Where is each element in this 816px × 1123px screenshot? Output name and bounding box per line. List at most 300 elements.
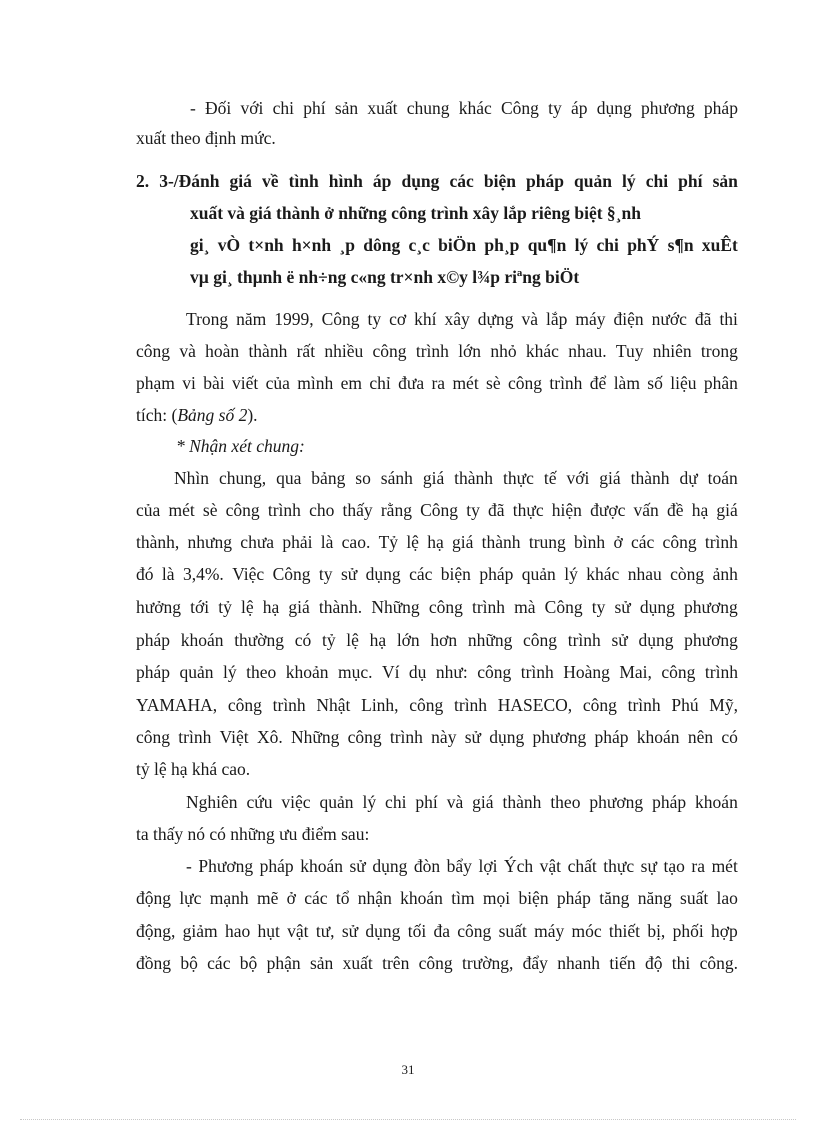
word: quản — [574, 171, 612, 191]
word: pháp — [594, 727, 629, 747]
word: pháp — [136, 630, 171, 650]
section-heading: xuất và giá thành ở những công trình xây lắp riêng biệt §¸nh — [190, 203, 641, 223]
word: trung — [528, 532, 566, 552]
word: động — [136, 888, 171, 908]
word: phí — [678, 171, 703, 191]
word: c¸c — [408, 235, 430, 255]
word: quản — [319, 792, 354, 812]
word: công — [477, 662, 512, 682]
word: giá — [599, 468, 621, 488]
word: và — [446, 792, 464, 812]
word: công — [661, 662, 696, 682]
word: lớn — [396, 630, 420, 650]
paragraph-line — [186, 311, 738, 329]
word: tế — [543, 468, 557, 488]
word: năng — [637, 888, 672, 908]
word: pháp — [652, 792, 687, 812]
word: hạ — [691, 500, 709, 520]
word: chưa — [240, 532, 275, 552]
word: chi — [385, 792, 407, 812]
word: của — [265, 373, 290, 393]
word: sánh — [380, 468, 413, 488]
word: đẩy — [522, 953, 548, 973]
word: đưa — [398, 373, 425, 393]
word: Việt — [219, 727, 249, 747]
word: đề — [666, 500, 684, 520]
word: phận — [266, 953, 301, 973]
word: bộ — [239, 953, 258, 973]
word: sử — [611, 630, 628, 650]
word: lý — [362, 792, 377, 812]
word: - — [186, 856, 192, 876]
word: khác — [458, 98, 492, 118]
word: thành, — [136, 532, 180, 552]
word: Những — [371, 597, 420, 617]
paragraph-line: ta thấy nó có những ưu điểm sau: — [136, 824, 370, 844]
word: phÝ — [627, 235, 660, 255]
word: đã — [488, 500, 505, 520]
word: theo — [550, 792, 581, 812]
word: dụng — [365, 921, 401, 941]
word: Công — [420, 500, 459, 520]
word: lý — [622, 171, 636, 191]
word: có — [721, 727, 738, 747]
word: dụng — [489, 727, 525, 747]
word: trình — [704, 532, 738, 552]
word: pháp — [259, 856, 294, 876]
word: năm — [236, 309, 267, 329]
word: trình — [471, 597, 506, 617]
paragraph-line — [136, 599, 738, 617]
word: ty — [466, 500, 480, 520]
word: phân — [703, 373, 738, 393]
word: Linh, — [361, 695, 399, 715]
word: Ví — [381, 662, 400, 682]
word: liệu — [670, 373, 697, 393]
word: hạ — [262, 597, 280, 617]
word: biÖn — [438, 235, 477, 255]
word: xuất — [342, 953, 373, 973]
word: mục. — [337, 662, 373, 682]
word: bình — [574, 532, 606, 552]
word: tạo — [663, 856, 685, 876]
word: là — [320, 532, 334, 552]
table-reference: Bảng số 2 — [177, 405, 248, 425]
word: mét — [168, 500, 195, 520]
word: trình — [627, 695, 661, 715]
word: lợi — [478, 856, 498, 876]
paragraph-line — [136, 407, 258, 425]
word: công. — [699, 953, 738, 973]
word: còng — [670, 564, 705, 584]
word: sử — [614, 597, 631, 617]
word: ph¸p — [484, 235, 520, 255]
word: Nhìn — [174, 468, 209, 488]
word: thực — [512, 500, 544, 520]
paragraph-line — [190, 100, 738, 118]
word: khoán — [636, 727, 680, 747]
word: hình — [328, 171, 363, 191]
word: và — [179, 341, 196, 361]
word: pháp — [556, 888, 591, 908]
word: rất — [296, 341, 316, 361]
word: được — [590, 500, 626, 520]
word: biện — [440, 564, 471, 584]
word: dụng — [365, 564, 401, 584]
paragraph-line — [186, 858, 738, 876]
word: thi — [719, 309, 738, 329]
word: các — [449, 171, 474, 191]
word: làm — [613, 373, 640, 393]
word: là — [161, 564, 175, 584]
word: quản — [521, 564, 556, 584]
word: chi — [272, 98, 294, 118]
word: như: — [435, 662, 468, 682]
word: ty — [591, 597, 606, 617]
word: giá — [716, 500, 738, 520]
word: chất — [567, 856, 597, 876]
word: động, — [136, 921, 176, 941]
word: lệ — [406, 532, 419, 552]
word: khoán — [400, 888, 443, 908]
word: cho — [309, 500, 335, 520]
word: giảm — [182, 921, 218, 941]
word: áp — [372, 171, 392, 191]
word: mà — [514, 597, 536, 617]
word: tình — [288, 171, 319, 191]
word: mét — [711, 856, 738, 876]
word: thực — [503, 468, 534, 488]
word: khí — [414, 309, 437, 329]
word: mét — [452, 373, 479, 393]
word: Phú — [671, 695, 699, 715]
word: trên — [382, 953, 410, 973]
paragraph-line — [136, 534, 738, 552]
word: pháp — [136, 662, 171, 682]
word: Tuy — [615, 341, 644, 361]
word: phí — [303, 98, 326, 118]
word: thường — [234, 630, 285, 650]
word: điện — [613, 309, 644, 329]
word: giá — [229, 171, 252, 191]
word: mọi — [482, 888, 511, 908]
paragraph-line — [136, 375, 738, 393]
word: nước — [651, 309, 687, 329]
word: bảng — [311, 468, 346, 488]
word: bị, — [647, 921, 666, 941]
word: Công — [321, 309, 360, 329]
word: của — [136, 500, 161, 520]
word: dụng — [596, 98, 632, 118]
word: phối — [672, 921, 704, 941]
paragraph-line — [136, 566, 738, 584]
page-number: 31 — [401, 1062, 415, 1077]
word: chung — [406, 98, 450, 118]
word: sản — [334, 98, 359, 118]
word: khoán — [180, 630, 224, 650]
word: ra — [431, 373, 446, 393]
word: s¶n — [667, 235, 694, 255]
word: chung, — [218, 468, 267, 488]
word: vấn — [633, 500, 659, 520]
word: trình — [267, 500, 301, 520]
word: - — [190, 98, 196, 118]
word: đồng — [136, 953, 171, 973]
word: áp — [570, 98, 588, 118]
note-heading: * Nhận xét chung: — [176, 436, 305, 456]
word: Mỹ, — [709, 695, 738, 715]
word: tăng — [599, 888, 630, 908]
word: thực — [603, 856, 635, 876]
word: tối — [407, 921, 427, 941]
word: thành — [248, 341, 288, 361]
word: bẩy — [446, 856, 472, 876]
word: cơ — [389, 309, 407, 329]
word: dự — [679, 468, 698, 488]
word: nên — [687, 727, 714, 747]
word: thành — [481, 532, 521, 552]
word: biện — [518, 888, 549, 908]
word: hiện — [551, 500, 582, 520]
paragraph-line — [136, 955, 738, 973]
paragraph-line — [136, 890, 738, 908]
word: đó — [136, 564, 154, 584]
word: giá — [422, 468, 445, 488]
word: sự — [640, 856, 657, 876]
word: với — [566, 468, 590, 488]
word: phạm — [136, 373, 175, 393]
word: trình — [178, 727, 212, 747]
word: mình — [297, 373, 334, 393]
word: thành. — [318, 597, 363, 617]
paragraph-line: tỷ lệ hạ khá cao. — [136, 759, 251, 779]
word: 2. — [136, 171, 150, 191]
word: công — [225, 500, 260, 520]
word: phương — [589, 792, 644, 812]
word: đã — [694, 309, 712, 329]
word: phải — [282, 532, 313, 552]
word: lao — [716, 888, 738, 908]
word: khoán — [300, 856, 343, 876]
word: mạnh — [209, 888, 249, 908]
word: tiến — [609, 953, 636, 973]
word: HASECO, — [497, 695, 573, 715]
word: công — [662, 532, 697, 552]
word: trong — [700, 341, 738, 361]
word: lý — [564, 564, 578, 584]
word: suất — [680, 888, 709, 908]
word: nhiều — [324, 341, 364, 361]
word: công — [136, 341, 171, 361]
word: máy — [534, 921, 565, 941]
word: giá — [452, 532, 474, 552]
word: khác — [586, 564, 620, 584]
paragraph-line — [174, 470, 738, 488]
word: ¸p — [339, 235, 355, 255]
word: biện — [483, 171, 516, 191]
word: Việc — [232, 564, 265, 584]
word: Trong — [186, 309, 229, 329]
word: dụng — [372, 856, 408, 876]
word: các — [207, 953, 231, 973]
word: nhiên — [652, 341, 692, 361]
word: dụng — [638, 630, 674, 650]
word: toán — [707, 468, 738, 488]
paragraph-line — [136, 664, 738, 682]
word: lực — [179, 888, 202, 908]
word: ở — [286, 888, 296, 908]
word: em — [340, 373, 362, 393]
word: khoán — [695, 792, 738, 812]
word: 1999, — [274, 309, 314, 329]
word: để — [589, 373, 607, 393]
word: Công — [272, 564, 311, 584]
word: lệ — [240, 597, 254, 617]
word: dựng — [477, 309, 514, 329]
word: công — [582, 695, 617, 715]
word: khoản — [285, 662, 329, 682]
word: chi — [596, 235, 619, 255]
word: nhau. — [568, 341, 607, 361]
word: ở — [613, 532, 623, 552]
word: thành — [454, 468, 494, 488]
word: giá — [472, 792, 494, 812]
word: suất — [498, 921, 527, 941]
word: gi¸ — [190, 235, 210, 255]
text-run: tích: ( — [136, 405, 178, 425]
word: Công — [544, 597, 583, 617]
word: thiết — [608, 921, 641, 941]
word: những — [467, 630, 513, 650]
word: giá — [288, 597, 310, 617]
word: vật — [539, 856, 562, 876]
page-footer-rule — [20, 1119, 796, 1120]
word: công — [428, 597, 463, 617]
word: tới — [190, 597, 210, 617]
word: công — [418, 953, 453, 973]
word: rằng — [380, 500, 412, 520]
word: công — [409, 695, 444, 715]
word: các — [409, 564, 433, 584]
word: quản — [179, 662, 214, 682]
word: các — [304, 888, 328, 908]
word: trình — [567, 630, 601, 650]
word: chỉ — [369, 373, 391, 393]
word: theo — [246, 662, 277, 682]
word: ty — [318, 564, 333, 584]
word: tổ — [335, 888, 350, 908]
word: đa — [433, 921, 450, 941]
word: nhỏ — [490, 341, 517, 361]
word: dụng — [639, 597, 675, 617]
word: trình — [454, 695, 488, 715]
word: nhau — [627, 564, 662, 584]
word: thành — [502, 792, 542, 812]
word: xuÊt — [701, 235, 738, 255]
word: ra — [691, 856, 706, 876]
word: thấy — [342, 500, 373, 520]
word: lý — [574, 235, 589, 255]
word: công — [372, 341, 407, 361]
word: pháp — [526, 171, 564, 191]
word: mẽ — [256, 888, 279, 908]
word: số — [647, 373, 663, 393]
word: phương — [684, 630, 738, 650]
word: này — [431, 727, 457, 747]
word: cứu — [246, 792, 273, 812]
word: khác — [525, 341, 559, 361]
word: nhanh — [557, 953, 601, 973]
word: trình — [415, 341, 449, 361]
word: công — [507, 373, 543, 393]
paragraph-line — [136, 923, 738, 941]
word: phương — [640, 98, 695, 118]
text-run: ). — [247, 405, 258, 425]
word: trình — [272, 695, 306, 715]
section-heading-garbled — [190, 237, 738, 255]
word: xuất — [367, 98, 398, 118]
word: trình — [520, 662, 554, 682]
word: bộ — [180, 953, 198, 973]
word: móc — [571, 921, 602, 941]
word: Ých — [503, 856, 534, 876]
word: tìm — [451, 888, 475, 908]
word: độ — [644, 953, 663, 973]
word: t×nh — [248, 235, 284, 255]
word: Xô. — [256, 727, 283, 747]
word: sử — [340, 564, 358, 584]
word: 3-/Đánh — [159, 171, 220, 191]
word: có — [294, 630, 312, 650]
word: trình — [549, 373, 583, 393]
word: dụng — [401, 171, 440, 191]
word: Nghiên — [186, 792, 238, 812]
word: lệ — [346, 630, 359, 650]
word: Công — [500, 98, 539, 118]
word: sản — [712, 171, 738, 191]
word: công — [347, 727, 382, 747]
word: vật — [287, 921, 309, 941]
word: sử — [464, 727, 481, 747]
word: trường, — [462, 953, 514, 973]
word: tỷ — [218, 597, 232, 617]
word: ảnh — [712, 564, 738, 584]
section-heading-garbled: vµ gi¸ thµnh ë nh÷ng c«ng tr×nh x©y l¾p riªng biÖt — [190, 267, 580, 287]
paragraph-line — [136, 697, 738, 715]
word: việc — [281, 792, 311, 812]
paragraph-line — [136, 632, 738, 650]
word: sử — [341, 921, 359, 941]
word: pháp — [703, 98, 738, 118]
word: tỷ — [321, 630, 336, 650]
word: so — [355, 468, 371, 488]
word: công — [457, 921, 492, 941]
word: Tỷ — [378, 532, 399, 552]
word: lắp — [546, 309, 568, 329]
word: 3,4%. — [182, 564, 224, 584]
word: sè — [486, 373, 501, 393]
word: dông — [363, 235, 401, 255]
word: qua — [276, 468, 302, 488]
word: hụt — [257, 921, 280, 941]
word: hoàn — [205, 341, 240, 361]
word: lý — [223, 662, 237, 682]
word: xây — [444, 309, 470, 329]
word: pháp — [479, 564, 514, 584]
word: công — [227, 695, 262, 715]
word: viết — [231, 373, 259, 393]
word: bài — [203, 373, 225, 393]
